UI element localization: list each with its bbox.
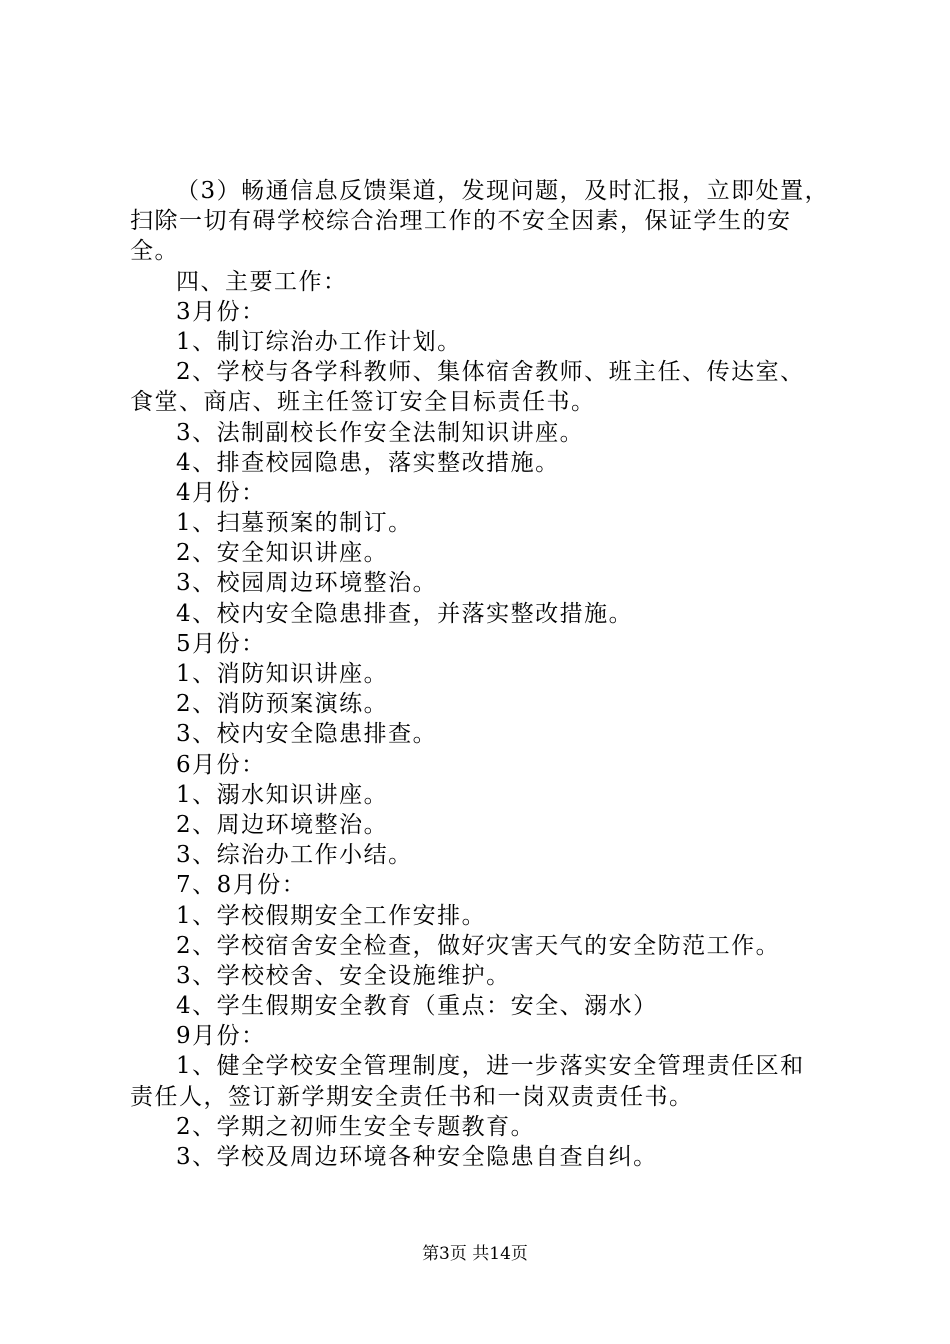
- text-line: 3、法制副校长作安全法制知识讲座。: [176, 419, 585, 446]
- text-line: 1、扫墓预案的制订。: [176, 510, 413, 537]
- page-number-footer: 第3页 共14页: [422, 1244, 528, 1264]
- text-line: 2、安全知识讲座。: [176, 540, 389, 567]
- text-line: 1、消防知识讲座。: [176, 661, 389, 687]
- text-line: 3、校内安全隐患排查。: [176, 721, 438, 748]
- text-line: 1、健全学校安全管理制度，进一步落实安全管理责任区和: [176, 1053, 805, 1080]
- text-line: 3、学校校舍、安全设施维护。: [176, 962, 511, 989]
- text-line: 6月份：: [176, 751, 266, 778]
- text-line: 9月份：: [176, 1023, 266, 1050]
- text-line: 4、排查校园隐患，落实整改措施。: [176, 449, 560, 476]
- text-line: 食堂、商店、班主任签订安全目标责任书。: [130, 389, 596, 416]
- text-line: 3、校园周边环境整治。: [176, 570, 438, 597]
- text-line: 7、8月份：: [176, 872, 307, 899]
- text-line: 扫除一切有碍学校综合治理工作的不安全因素，保证学生的安: [130, 208, 792, 235]
- text-line: 2、学校与各学科教师、集体宿舍教师、班主任、传达室、: [176, 359, 805, 386]
- text-line: 3月份：: [176, 298, 266, 325]
- text-line: 全。: [130, 238, 179, 265]
- text-line: 4、学生假期安全教育（重点：安全、溺水）: [176, 993, 658, 1020]
- text-line: 5月份：: [176, 630, 266, 657]
- text-line: 2、学期之初师生安全专题教育。: [176, 1113, 536, 1140]
- text-line: 2、消防预案演练。: [176, 691, 389, 718]
- text-line: 4、校内安全隐患排查，并落实整改措施。: [176, 600, 634, 627]
- text-line: （3）畅通信息反馈渠道，发现问题，及时汇报，立即处置，: [176, 178, 830, 204]
- text-line: 2、学校宿舍安全检查，做好灾害天气的安全防范工作。: [176, 932, 781, 959]
- text-line: 1、制订综治办工作计划。: [176, 328, 462, 355]
- text-line: 1、学校假期安全工作安排。: [176, 902, 487, 929]
- text-line: 1、溺水知识讲座。: [176, 781, 389, 808]
- document-body: [130, 176, 834, 1172]
- text-line: 3、学校及周边环境各种安全隐患自查自纠。: [176, 1144, 658, 1170]
- text-line: 4月份：: [176, 479, 266, 506]
- text-line: 责任人，签订新学期安全责任书和一岗双责责任书。: [130, 1083, 694, 1110]
- text-line: 3、综治办工作小结。: [176, 842, 413, 869]
- text-line: 四、主要工作：: [176, 268, 348, 295]
- text-line: 2、周边环境整治。: [176, 811, 389, 838]
